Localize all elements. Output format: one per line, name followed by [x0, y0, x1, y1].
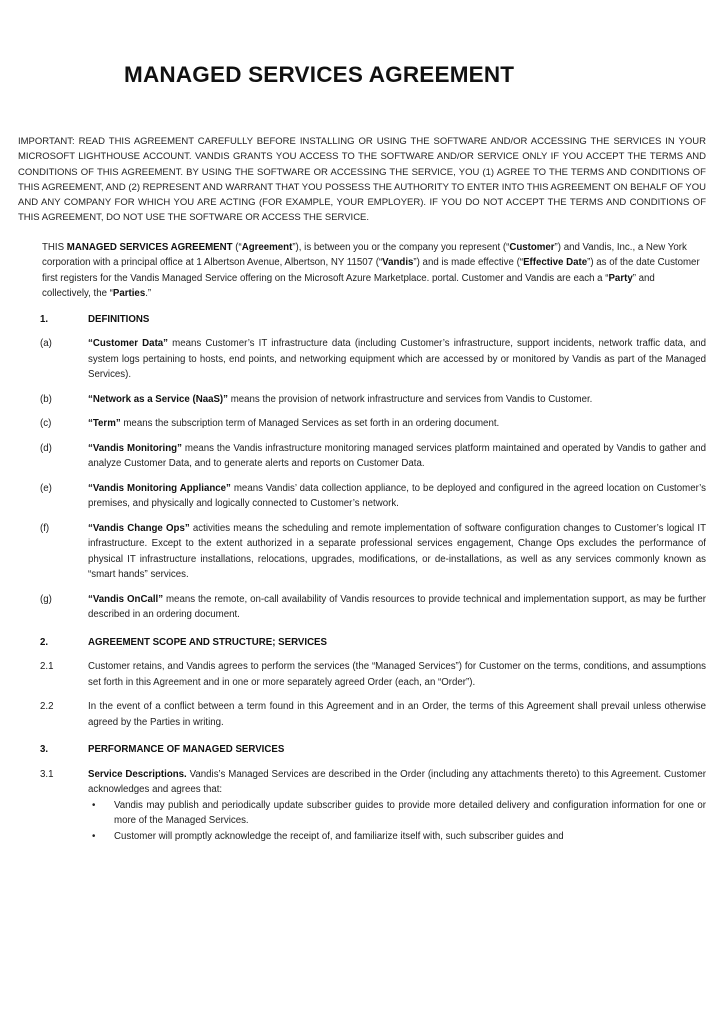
definition-text: means Customer’s IT infrastructure data (including Customer’s infrastructure, support incidents, network traffic data, and system logs pertaining to hosts, end points, and networking equipment which are accessed by or monitored by Vandis as part of the Managed Services). — [88, 338, 707, 381]
item-label: 2.2 — [40, 701, 54, 713]
item-label: (e) — [40, 482, 52, 494]
intro-term: Agreement — [241, 241, 293, 253]
item-label: (a) — [40, 338, 52, 350]
defined-term: “Vandis Monitoring Appliance” — [88, 482, 231, 494]
intro-term: Vandis — [382, 257, 414, 269]
section-title: PERFORMANCE OF MANAGED SERVICES — [88, 744, 285, 756]
section-heading — [18, 312, 706, 328]
definition-item — [18, 416, 706, 432]
section-heading — [18, 742, 706, 758]
definition-item — [18, 441, 706, 472]
item-body — [88, 336, 706, 383]
intro-term: Customer — [509, 241, 555, 253]
intro-term: Effective Date — [523, 257, 588, 269]
definition-item — [18, 521, 706, 583]
section-number: 3. — [40, 744, 49, 756]
section-heading — [18, 635, 706, 651]
intro-text: ”) as of the date Customer first registers for the Vandis Managed Service offering on the Microsoft Azure Marketplace. portal. Customer and Vandis are each a “ — [42, 257, 700, 284]
definition-text: means the subscription term of Managed Services as set forth in an ordering document. — [120, 418, 500, 430]
clause-text: Vandis’s Managed Services are described in the Order (including any attachments thereto) to this Agreement. Customer acknowledges and agrees that: — [88, 768, 706, 796]
intro-term: Party — [608, 272, 633, 284]
section-number: 2. — [40, 636, 49, 648]
item-body — [88, 416, 706, 432]
item-body — [88, 767, 706, 845]
definition-text: activities means the scheduling and remote implementation of software configuration changes to Customer’s logical IT infrastructure. Except to the extent authorized in a separate professional services engagement, Change Ops excludes the performance of physical IT infrastructure installations, relocations, upgrades, modifications, or de-installations, as well as any services commonly known as “smart hands” services. — [88, 522, 706, 581]
definition-text: means the provision of network infrastructure and services from Vandis to Customer. — [228, 393, 593, 405]
document-title: MANAGED SERVICES AGREEMENT — [124, 62, 515, 87]
intro-text: ” and collectively, the “ — [42, 272, 655, 300]
defined-term: “Vandis OnCall” — [88, 593, 164, 605]
clause-lead — [88, 767, 706, 798]
definition-item — [18, 392, 706, 408]
definition-text: means the remote, on-call availability of Vandis resources to provide technical and implementation support, as may be further described in an ordering document. — [88, 593, 706, 621]
item-body — [88, 392, 706, 408]
clause-item — [18, 699, 706, 730]
bullet-item: • Vandis may publish and periodically update subscriber guides to provide more detailed delivery and configuration information for one or more of the Managed Services. — [88, 798, 706, 829]
defined-term: “Term” — [88, 418, 121, 430]
definition-text: means the Vandis infrastructure monitoring managed services platform maintained and operated by Vandis to gather and analyze Customer Data, and to generate alerts and reports on Customer Data. — [88, 442, 706, 470]
item-label: (d) — [40, 442, 52, 454]
clause-item — [18, 767, 706, 845]
section-number: 1. — [40, 313, 49, 325]
intro-text: (“ — [232, 241, 242, 253]
definition-item — [18, 481, 706, 512]
intro-paragraph — [42, 240, 706, 302]
definition-text: means Vandis’ data collection appliance, to be deployed and configured in the agreed location on Customer’s premises, and physically and logically connected to Customer’s network. — [88, 482, 706, 510]
item-label: (g) — [40, 593, 52, 605]
definition-item — [18, 336, 706, 383]
intro-text: ”), is between you or the company you represent (“ — [292, 241, 510, 253]
defined-term: “Customer Data” — [88, 338, 169, 350]
item-label: (c) — [40, 418, 52, 430]
bullet-item: • Customer will promptly acknowledge the receipt of, and familiarize itself with, such subscriber guides and — [88, 829, 706, 845]
item-label: 3.1 — [40, 768, 54, 780]
important-notice: IMPORTANT: READ THIS AGREEMENT CAREFULLY BEFORE INSTALLING OR USING THE SOFTWARE AND/OR ACCESSING THE SERVICES IN YOUR MICROSOFT LIGHTHOUSE ACCOUNT. VANDIS GRANTS YOU ACCESS TO THE SOFTWARE AND/OR SERVICE ONLY IF YOU ACCEPT THE TERMS AND CONDITIONS OF THIS AGREEMENT. BY USING THE SOFTWARE OR ACCESSING THE SERVICE, YOU (1) AGREE TO THE TERMS AND CONDITIONS OF THIS AGREEMENT, AND (2) REPRESENT AND WARRANT THAT YOU POSSESS THE AUTHORITY TO ENTER INTO THIS AGREEMENT ON BEHALF OF YOU AND ANY COMPANY FOR WHICH YOU ARE ACTING (FOR EXAMPLE, YOUR EMPLOYER). IF YOU DO NOT ACCEPT THE TERMS AND CONDITIONS OF THIS AGREEMENT, DO NOT USE THE SOFTWARE OR ACCESS THE SERVICE. — [18, 136, 706, 224]
intro-text: .” — [145, 288, 152, 300]
definition-item — [18, 592, 706, 623]
clause-term: Service Descriptions. — [88, 768, 187, 780]
defined-term: “Vandis Change Ops” — [88, 522, 190, 534]
intro-text: ”) and Vandis, Inc., a New York corporation with a principal office at 1 Albertson Avenue, Albertson, NY 11507 (“ — [42, 241, 687, 269]
item-body — [88, 441, 706, 472]
section-title: DEFINITIONS — [88, 313, 150, 325]
item-body — [88, 592, 706, 623]
item-label: 2.1 — [40, 661, 54, 673]
clause-text: In the event of a conflict between a term found in this Agreement and in an Order, the terms of this Agreement shall prevail unless otherwise agreed by the Parties in writing. — [88, 701, 706, 728]
intro-term: Parties — [112, 288, 146, 300]
intro-term: MANAGED SERVICES AGREEMENT — [66, 241, 233, 253]
item-label: (b) — [40, 393, 52, 405]
item-body — [88, 521, 706, 583]
item-label: (f) — [40, 522, 50, 534]
clause-text: Customer retains, and Vandis agrees to perform the services (the “Managed Services”) for Customer on the terms, conditions, and assumptions set forth in this Agreement and in one or more separately agreed Order (each, an “Order”). — [88, 661, 706, 688]
clause-item — [18, 659, 706, 690]
intro-text: ”) and is made effective (“ — [413, 257, 524, 269]
defined-term: “Vandis Monitoring” — [88, 442, 182, 454]
item-body — [88, 481, 706, 512]
defined-term: “Network as a Service (NaaS)” — [88, 393, 228, 405]
section-title: AGREEMENT SCOPE AND STRUCTURE; SERVICES — [88, 636, 327, 648]
intro-text: THIS — [42, 241, 67, 253]
bullet-list — [88, 798, 706, 845]
